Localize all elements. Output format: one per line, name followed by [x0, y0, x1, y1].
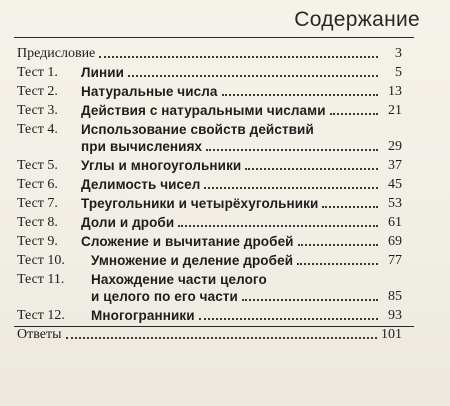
leader-dots — [99, 56, 378, 58]
toc-page-number: 77 — [388, 253, 402, 268]
toc-test-label: Тест 5. — [17, 158, 58, 173]
toc-page-number: 45 — [388, 177, 402, 192]
leader-dots — [330, 113, 378, 115]
toc-test-label: Тест 11. — [17, 272, 65, 287]
toc-entry-test-9 — [17, 233, 402, 250]
toc-test-label: Тест 6. — [17, 177, 58, 192]
toc-entry-text: Нахождение части целого — [91, 272, 267, 287]
toc-test-label: Тест 8. — [17, 215, 58, 230]
toc-entry-test-5 — [17, 157, 402, 174]
toc-test-label: Тест 4. — [17, 122, 58, 137]
toc-page-number: 37 — [388, 158, 402, 173]
toc-entry-text: Ответы — [17, 327, 62, 342]
leader-dots — [178, 225, 378, 227]
toc-test-label: Тест 7. — [17, 196, 58, 211]
toc-page-number: 101 — [381, 327, 402, 342]
toc-entry-text-continued: и целого по его части — [91, 289, 238, 304]
toc-entry-test-6 — [17, 176, 402, 193]
toc-entry-test-10 — [17, 252, 402, 269]
leader-dots — [222, 94, 378, 96]
toc-page-number: 85 — [388, 289, 402, 304]
leader-dots — [297, 263, 378, 265]
toc-test-label: Тест 10. — [17, 253, 65, 268]
title-rule — [14, 37, 414, 38]
leader-dots — [322, 206, 378, 208]
toc-entry-text: Линии — [81, 65, 125, 80]
toc-page-number: 13 — [388, 84, 402, 99]
toc-test-label: Тест 3. — [17, 103, 58, 118]
toc-entry-text: Действия с натуральными числами — [81, 103, 326, 118]
toc-entry-text: Многогранники — [91, 308, 195, 323]
page-title: Содержание — [294, 8, 420, 31]
toc-entry-text: Сложение и вычитание дробей — [81, 234, 294, 249]
toc-entry-text: Умножение и деление дробей — [91, 253, 294, 268]
toc-entry-text: Делимость чисел — [81, 177, 201, 192]
toc-page-number: 29 — [388, 139, 402, 154]
toc-page-number: 5 — [395, 65, 402, 80]
leader-dots — [66, 337, 378, 339]
bottom-rule — [14, 326, 414, 327]
toc-entry-text: Натуральные числа — [81, 84, 218, 99]
toc-page-number: 53 — [388, 196, 402, 211]
toc-entry-preface — [17, 45, 402, 62]
leader-dots — [298, 244, 378, 246]
toc-entry-test-4 — [17, 121, 402, 155]
toc-page-number: 93 — [388, 308, 402, 323]
toc-entry-text: Предисловие — [17, 46, 96, 61]
toc-entry-text-continued: при вычислениях — [81, 139, 203, 154]
toc-test-label: Тест 1. — [17, 65, 58, 80]
toc-test-label: Тест 12. — [17, 308, 65, 323]
toc-entry-test-3 — [17, 102, 402, 119]
toc-entry-text: Доли и дроби — [81, 215, 175, 230]
title-container — [0, 8, 450, 36]
toc-test-label: Тест 9. — [17, 234, 58, 249]
toc-entry-text: Треугольники и четырёхугольники — [81, 196, 319, 211]
table-of-contents — [17, 45, 402, 345]
toc-test-label: Тест 2. — [17, 84, 58, 99]
toc-entry-test-11 — [17, 271, 402, 305]
toc-entry-test-1 — [17, 64, 402, 81]
leader-dots — [128, 75, 378, 77]
toc-entry-text: Углы и многоугольники — [81, 158, 242, 173]
toc-entry-test-7 — [17, 195, 402, 212]
toc-page-number: 21 — [388, 103, 402, 118]
leader-dots — [242, 299, 378, 301]
toc-entry-test-2 — [17, 83, 402, 100]
toc-page-number: 69 — [388, 234, 402, 249]
leader-dots — [245, 168, 378, 170]
toc-entry-test-12 — [17, 307, 402, 324]
leader-dots — [204, 187, 378, 189]
toc-entry-text: Использование свойств действий — [81, 122, 314, 137]
leader-dots — [199, 318, 378, 320]
toc-entry-test-8 — [17, 214, 402, 231]
toc-page-number: 3 — [395, 46, 402, 61]
toc-entry-answers — [17, 326, 402, 343]
toc-page-number: 61 — [388, 215, 402, 230]
leader-dots — [206, 149, 378, 151]
